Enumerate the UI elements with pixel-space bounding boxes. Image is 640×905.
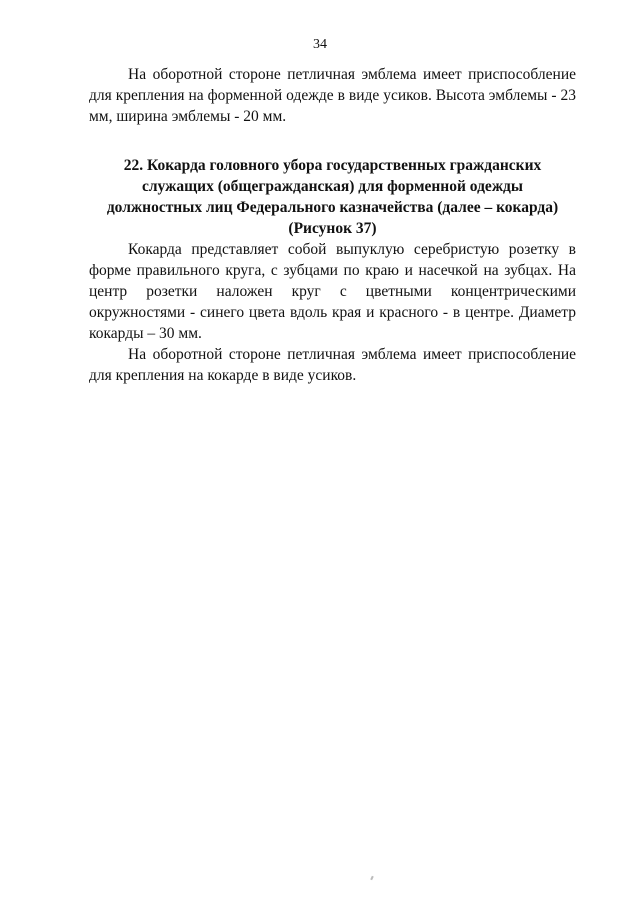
section-heading-cockade: 22. Кокарда головного убора государственных гражданских служащих (общегражданская) для форменной одежды должностных лиц Федерального казначейства (далее – кокарда) (Рисунок 37) [106,157,559,237]
paragraph-emblem-attachment: На оборотной стороне петличная эмблема имеет приспособление для крепления на форменной одежде в виде усиков. Высота эмблемы - 23 мм, ширина эмблемы - 20 мм. [89,66,576,125]
scan-speck [370,876,374,880]
document-body [89,64,576,386]
paragraph-cockade-attachment: На оборотной стороне петличная эмблема имеет приспособление для крепления на кокарде в виде усиков. [89,346,576,384]
paragraph-cockade-description: Кокарда представляет собой выпуклую серебристую розетку в форме правильного круга, с зубцами по краю и насечкой на зубцах. На центр розетки наложен круг с цветными концентрическими окружностями - синего цвета вдоль края и красного - в центре. Диаметр кокарды – 30 мм. [89,241,576,342]
page-number: 34 [313,37,327,52]
